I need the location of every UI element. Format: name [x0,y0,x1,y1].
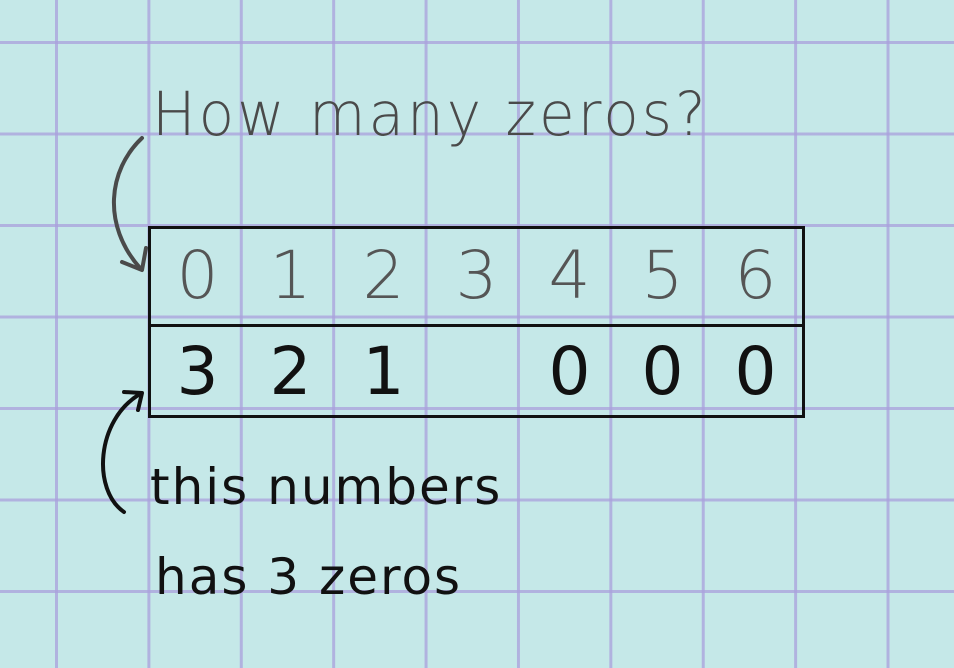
count-cell-6[interactable]: 0 [734,332,777,410]
digit-row [151,229,802,321]
count-row [151,325,802,417]
count-cell-3[interactable] [430,325,523,417]
count-cell-1[interactable]: 2 [269,332,312,410]
count-cell-2[interactable]: 1 [362,332,405,410]
digit-cell-6: 6 [734,236,777,314]
digit-cell-2: 2 [362,236,405,314]
note-line-2: has 3 zeros [155,548,463,606]
count-cell-5[interactable]: 0 [641,332,684,410]
digit-cell-1: 1 [269,236,312,314]
count-cell-4[interactable]: 0 [548,332,591,410]
digit-cell-4: 4 [548,236,591,314]
digit-cell-0: 0 [176,236,219,314]
count-cell-0[interactable]: 3 [176,332,219,410]
arrow-to-count-row-head [124,392,142,410]
digit-cell-5: 5 [641,236,684,314]
arrow-to-digit-row-shaft [114,138,142,268]
note-line-1: this numbers [150,458,503,516]
arrow-to-count-row-shaft [103,394,140,512]
digit-count-table [148,226,805,418]
question-text: How many zeros? [152,78,709,150]
arrow-to-digit-row-head [122,248,146,270]
digit-cell-3: 3 [455,236,498,314]
